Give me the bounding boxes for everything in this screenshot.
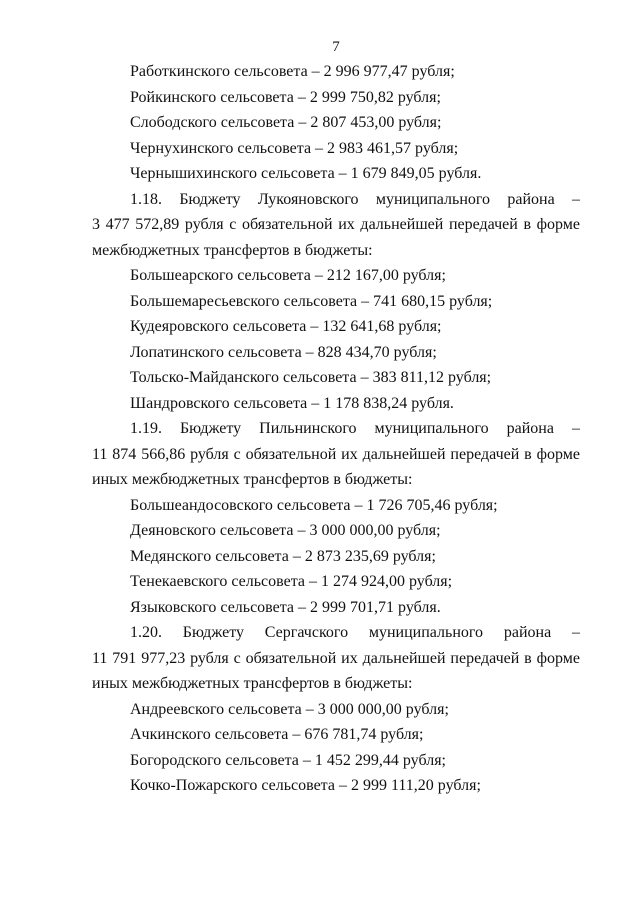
word: района: [503, 624, 552, 641]
list-item: Большемаресьевского сельсовета – 741 680,15 рубля;: [130, 292, 493, 310]
word: –: [571, 420, 580, 437]
word: Лукояновского: [257, 190, 359, 208]
paragraph-line: 11 874 566,86 рубля с обязательной их дальнейшей передачей в форме: [92, 445, 580, 463]
word: Бюджету: [179, 420, 242, 437]
word: муниципального: [375, 190, 491, 208]
section-heading-line: [92, 416, 580, 442]
list-item: Ачкинского сельсовета – 676 781,74 рубля;: [130, 726, 424, 743]
section-number: 1.20.: [130, 624, 162, 641]
word: –: [571, 624, 580, 641]
list-item: Деяновского сельсовета – 3 000 000,00 рубля;: [130, 522, 441, 539]
paragraph-line: межбюджетных трансфертов в бюджеты:: [92, 241, 373, 259]
list-item: Богородского сельсовета – 1 452 299,44 рубля;: [130, 751, 446, 769]
word: Пильнинского: [259, 420, 357, 437]
list-item: Медянского сельсовета – 2 873 235,69 рубля;: [130, 547, 436, 565]
list-item: Чернышихинского сельсовета – 1 679 849,05 рубля.: [130, 165, 482, 182]
section-heading-line: [92, 620, 580, 646]
list-item: Тенекаевского сельсовета – 1 274 924,00 рубля;: [130, 573, 453, 590]
paragraph-line: 11 791 977,23 рубля с обязательной их дальнейшей передачей в форме: [92, 649, 580, 667]
document-body: [92, 59, 580, 799]
list-item: Работкинского сельсовета – 2 996 977,47 рубля;: [130, 63, 455, 80]
list-item: Большеандосовского сельсовета – 1 726 705,46 рубля;: [130, 496, 498, 514]
word: района: [506, 420, 554, 437]
list-item: Кочко-Пожарского сельсовета – 2 999 111,20 рубля;: [130, 777, 481, 794]
list-item: Чернухинского сельсовета – 2 983 461,57 рубля;: [130, 139, 459, 157]
list-item: Языковского сельсовета – 2 999 701,71 рубля.: [130, 598, 441, 616]
section-number: 1.18.: [130, 190, 162, 208]
list-item: Тольско-Майданского сельсовета – 383 811,12 рубля;: [130, 369, 492, 386]
word: муниципального: [374, 420, 489, 437]
list-item: Лопатинского сельсовета – 828 434,70 рубля;: [130, 343, 437, 361]
word: Сергачского: [264, 624, 349, 641]
word: Бюджету: [182, 624, 244, 641]
paragraph-line: 3 477 572,89 рубля с обязательной их дальнейшей передачей в форме: [92, 216, 580, 233]
list-item: Шандровского сельсовета – 1 178 838,24 рубля.: [130, 394, 454, 412]
list-item: Слободского сельсовета – 2 807 453,00 рубля;: [130, 114, 442, 131]
list-item: Большеарского сельсовета – 212 167,00 рубля;: [130, 267, 446, 284]
word: Бюджету: [179, 190, 241, 208]
paragraph-line: иных межбюджетных трансфертов в бюджеты:: [92, 675, 413, 692]
word: –: [572, 190, 580, 208]
list-item: Андреевского сельсовета – 3 000 000,00 рубля;: [130, 700, 449, 718]
list-item: Кудеяровского сельсовета – 132 641,68 рубля;: [130, 318, 442, 335]
section-number: 1.19.: [130, 420, 162, 437]
list-item: Ройкинского сельсовета – 2 999 750,82 рубля;: [130, 88, 441, 106]
section-heading-line: [92, 187, 580, 213]
word: района: [507, 190, 555, 208]
page-number: 7: [332, 39, 340, 55]
word: муниципального: [368, 624, 484, 641]
paragraph-line: иных межбюджетных трансфертов в бюджеты:: [92, 471, 413, 488]
